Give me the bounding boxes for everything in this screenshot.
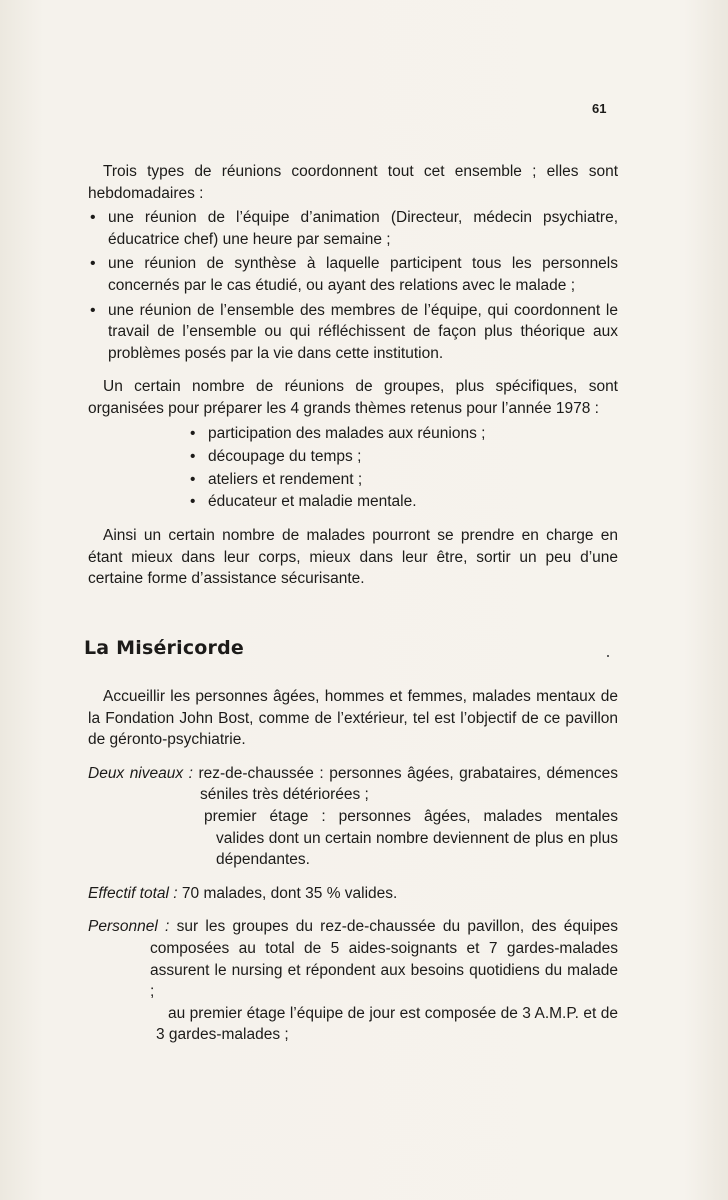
list-item: • une réunion de l’équipe d’animation (Directeur, médecin psychiatre, éducatrice chef) une heure par semaine ;: [88, 207, 618, 250]
page-number: 61: [592, 101, 607, 116]
personnel-first: [88, 1003, 618, 1046]
meetings-intro: Trois types de réunions coordonnent tout cet ensemble ; elles sont hebdomadaires :: [88, 163, 618, 202]
list-item: • découpage du temps ;: [188, 446, 618, 468]
levels-first: [88, 806, 618, 871]
section-intro: Accueillir les personnes âgées, hommes et femmes, malades mentaux de la Fondation John Bost, comme de l’extérieur, tel est l’objectif de ce pavillon de géronto-psychiatrie.: [88, 688, 618, 749]
effectif: [88, 883, 618, 905]
list-item: • participation des malades aux réunions ;: [188, 423, 618, 445]
closing-paragraph: Ainsi un certain nombre de malades pourront se prendre en charge en étant mieux dans leur corps, mieux dans leur être, sortir un peu d’une certaine forme d’assistance sécurisante.: [88, 527, 618, 588]
list-item: • ateliers et rendement ;: [188, 469, 618, 491]
main-text: [88, 161, 618, 590]
list-item: • une réunion de l’ensemble des membres de l’équipe, qui coordonnent le travail de l’ensemble ou qui réfléchissent de façon plus théorique aux problèmes posés par la vie dans cette institution.: [88, 300, 618, 365]
effectif-label: Effectif total :: [88, 884, 178, 902]
levels-ground-text: rez-de-chaussée : personnes âgées, grabataires, démences séniles très détériorées ;: [198, 764, 619, 804]
section-heading: La Miséricorde: [84, 637, 245, 659]
effectif-value: 70 malades, dont 35 % valides.: [181, 884, 398, 902]
levels-ground: [88, 763, 618, 806]
groups-intro: Un certain nombre de réunions de groupes, plus spécifiques, sont organisées pour préparer les 4 grands thèmes retenus pour l’année 1978 :: [88, 378, 618, 417]
stray-mark: [607, 655, 609, 657]
personnel-ground: [88, 916, 618, 1002]
themes-list: [88, 423, 618, 514]
personnel-ground-text: sur les groupes du rez-de-chaussée du pavillon, des équipes composées au total de 5 aides-soignants et 7 gardes-malades assurent le nursing et répondent aux besoins quotidiens du malade ;: [150, 918, 618, 1001]
list-item: • une réunion de synthèse à laquelle participent tous les personnels concernés par le cas étudié, ou ayant des relations avec le malade ;: [88, 253, 618, 296]
personnel-first-text: au premier étage l’équipe de jour est composée de 3 A.M.P. et de 3 gardes-malades ;: [156, 1004, 618, 1044]
levels-first-text: premier étage : personnes âgées, malades mentales valides dont un certain nombre deviennent de plus en plus dépendantes.: [204, 807, 618, 869]
meetings-list: [88, 207, 618, 364]
levels-label: Deux niveaux :: [88, 764, 193, 782]
list-item: • éducateur et maladie mentale.: [188, 491, 618, 513]
personnel-label: Personnel :: [88, 918, 170, 936]
section-text: [88, 686, 618, 1046]
